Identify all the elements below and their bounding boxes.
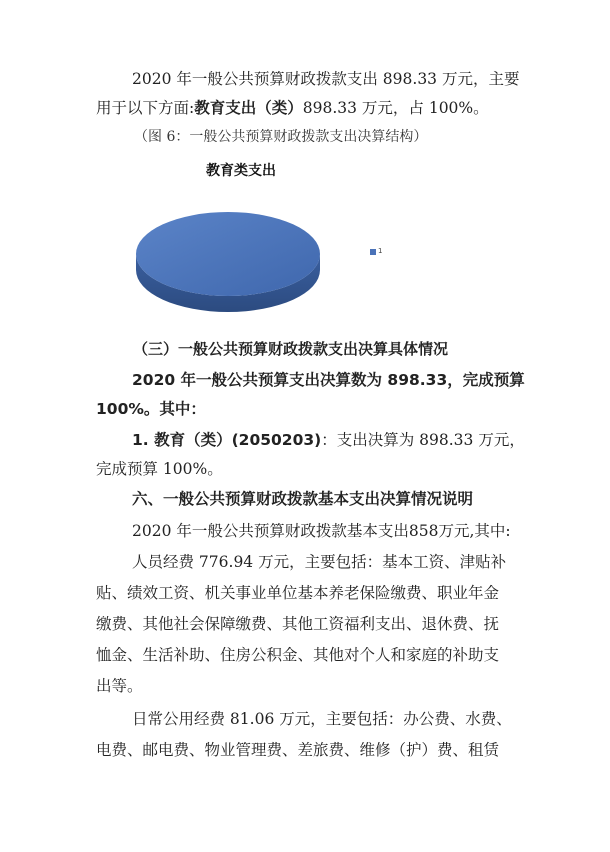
paragraph-line: 人员经费 776.94 万元，主要包括：基本工资、津贴补 xyxy=(132,553,507,571)
paragraph-line xyxy=(96,101,489,117)
pie-slice-1 xyxy=(136,212,320,296)
paragraph-text: 898.33 万元，占 100%。 xyxy=(302,99,489,117)
paragraph-line: 完成预算 100%。 xyxy=(96,460,223,478)
section-heading: 六、一般公共预算财政拨款基本支出决算情况说明 xyxy=(132,490,474,508)
pie-chart-svg xyxy=(118,152,478,330)
list-item xyxy=(132,433,525,449)
legend-label: 1 xyxy=(378,247,383,255)
paragraph-line: 2020 年一般公共预算财政拨款支出 898.33 万元，主要 xyxy=(132,70,520,88)
pie-chart xyxy=(118,152,478,330)
category-label: 教育支出（类） xyxy=(194,99,303,117)
paragraph-line: 日常公用经费 81.06 万元，主要包括：办公费、水费、 xyxy=(132,710,512,728)
paragraph-line: 100%。其中： xyxy=(96,400,206,418)
paragraph-line: 电费、邮电费、物业管理费、差旅费、维修（护）费、租赁 xyxy=(96,741,500,759)
paragraph-line: 2020 年一般公共预算财政拨款基本支出858万元,其中: xyxy=(132,522,511,540)
paragraph-text: 用于以下方面: xyxy=(96,99,195,117)
paragraph-line: 出等。 xyxy=(96,677,143,695)
legend-swatch xyxy=(370,249,376,255)
paragraph-line: 2020 年一般公共预算支出决算数为 898.33，完成预算 xyxy=(132,371,525,389)
list-item-label: 1. 教育（类）(2050203) xyxy=(132,431,322,449)
paragraph-line: 缴费、其他社会保障缴费、其他工资福利支出、退休费、抚 xyxy=(96,615,500,633)
section-heading: （三）一般公共预算财政拨款支出决算具体情况 xyxy=(133,340,449,358)
paragraph-line: 恤金、生活补助、住房公积金、其他对个人和家庭的补助支 xyxy=(96,646,500,664)
list-item-text: ：支出决算为 898.33 万元， xyxy=(321,431,525,449)
paragraph-line: 贴、绩效工资、机关事业单位基本养老保险缴费、职业年金 xyxy=(96,584,500,602)
chart-title: 教育类支出 xyxy=(206,163,276,179)
figure-caption: （图 6：一般公共预算财政拨款支出决算结构） xyxy=(134,129,428,145)
